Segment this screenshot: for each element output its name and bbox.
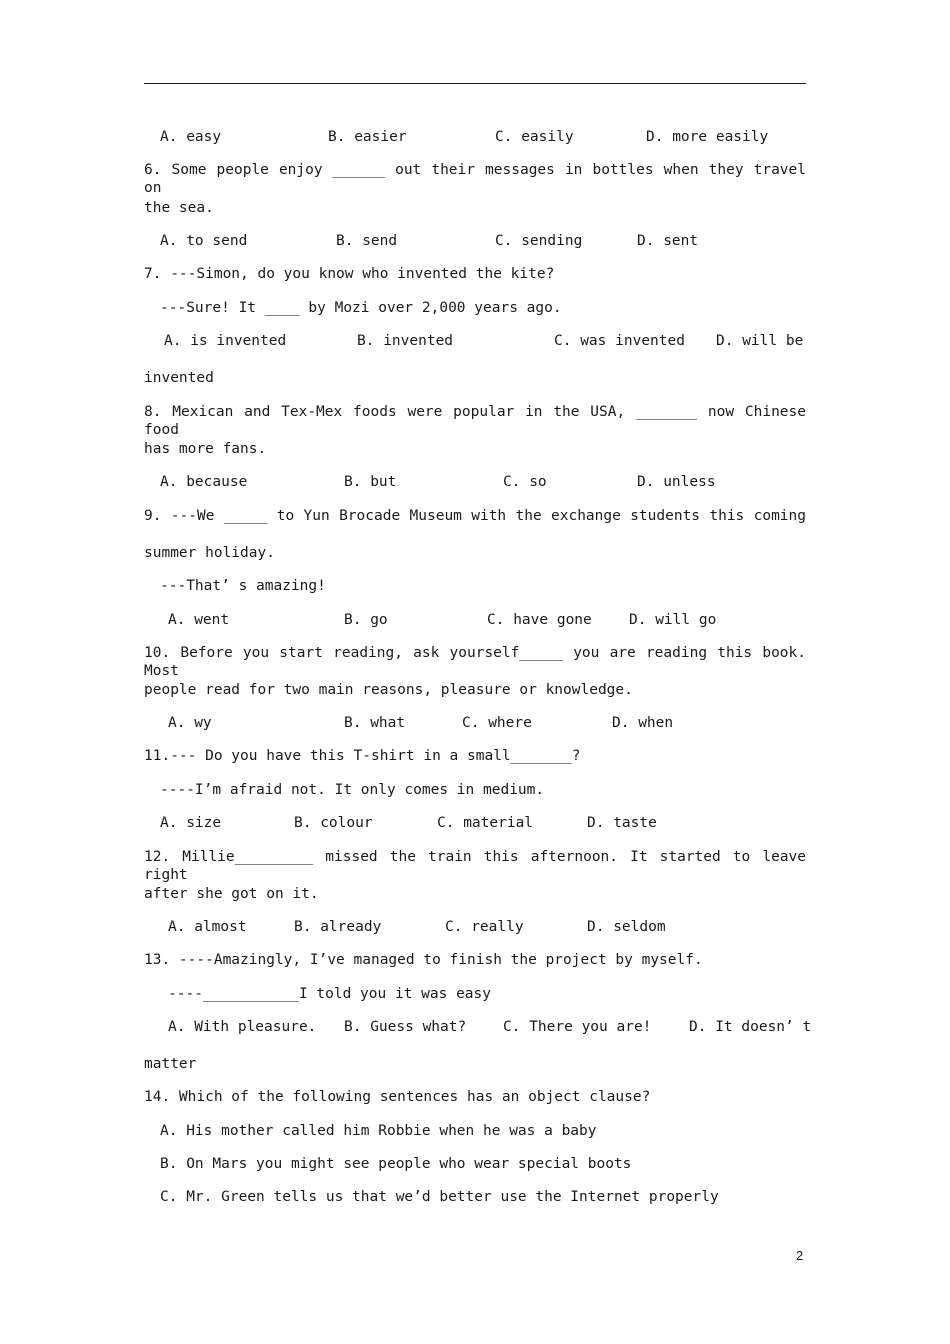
q10-option-c: C. where <box>462 715 532 731</box>
header-rule <box>144 83 806 84</box>
q13-option-b: B. Guess what? <box>344 1019 467 1035</box>
q5-option-d: D. more easily <box>646 129 769 145</box>
q11-option-c: C. material <box>437 815 534 831</box>
q10-stem-line-2: people read for two main reasons, pleasure or knowledge. <box>144 682 633 698</box>
q7-stem-line-1: 7. ---Simon, do you know who invented the kite? <box>144 266 555 282</box>
q13-stem-line-2: ----___________I told you it was easy <box>168 986 492 1002</box>
q9-option-b: B. go <box>344 612 388 628</box>
q8-option-b: B. but <box>344 474 397 490</box>
q8-option-a: A. because <box>160 474 248 490</box>
q12-stem-line-2: after she got on it. <box>144 886 319 902</box>
q8-stem-line-2: has more fans. <box>144 441 267 457</box>
q13-option-d: D. It doesn’ t <box>689 1019 812 1035</box>
q7-option-c: C. was invented <box>554 333 685 349</box>
q6-option-d: D. sent <box>637 233 699 249</box>
q6-option-a: A. to send <box>160 233 248 249</box>
q6-stem-line-2: the sea. <box>144 200 214 216</box>
q8-option-c: C. so <box>503 474 547 490</box>
q14-stem-line-1: 14. Which of the following sentences has an object clause? <box>144 1089 651 1105</box>
q12-option-b: B. already <box>294 919 382 935</box>
q8-option-d: D. unless <box>637 474 716 490</box>
q5-option-b: B. easier <box>328 129 407 145</box>
q11-stem-line-1: 11.--- Do you have this T-shirt in a small_______? <box>144 748 581 764</box>
q9-stem-line-1: 9. ---We _____ to Yun Brocade Museum with the exchange students this coming <box>144 508 806 524</box>
q14-option-b: B. On Mars you might see people who wear special boots <box>160 1156 632 1172</box>
q8-stem-line-1: 8. Mexican and Tex-Mex foods were popular in the USA, _______ now Chinese food <box>144 404 806 438</box>
q6-option-b: B. send <box>336 233 398 249</box>
q12-option-c: C. really <box>445 919 524 935</box>
q12-option-d: D. seldom <box>587 919 666 935</box>
q9-stem-line-2: summer holiday. <box>144 545 275 561</box>
q10-option-b: B. what <box>344 715 406 731</box>
q11-stem-line-2: ----I’m afraid not. It only comes in medium. <box>160 782 545 798</box>
q13-option-a: A. With pleasure. <box>168 1019 317 1035</box>
page-number: 2 <box>796 1248 804 1263</box>
q12-stem-line-1: 12. Millie_________ missed the train this afternoon. It started to leave right <box>144 849 806 883</box>
q9-option-c: C. have gone <box>487 612 592 628</box>
q9-option-d: D. will go <box>629 612 717 628</box>
q10-option-a: A. wy <box>168 715 212 731</box>
q10-option-d: D. when <box>612 715 674 731</box>
q14-option-a: A. His mother called him Robbie when he was a baby <box>160 1123 597 1139</box>
q9-stem-line-3: ---That’ s amazing! <box>160 578 326 594</box>
q13-stem-line-1: 13. ----Amazingly, I’ve managed to finish the project by myself. <box>144 952 703 968</box>
q7-option-d-wrap: invented <box>144 370 214 386</box>
q11-option-d: D. taste <box>587 815 657 831</box>
q7-option-a: A. is invented <box>164 333 287 349</box>
q9-option-a: A. went <box>168 612 230 628</box>
q5-option-c: C. easily <box>495 129 574 145</box>
q7-option-d: D. will be <box>716 333 804 349</box>
q12-option-a: A. almost <box>168 919 247 935</box>
q5-option-a: A. easy <box>160 129 222 145</box>
q7-stem-line-2: ---Sure! It ____ by Mozi over 2,000 years ago. <box>160 300 562 316</box>
q11-option-a: A. size <box>160 815 222 831</box>
q11-option-b: B. colour <box>294 815 373 831</box>
q6-option-c: C. sending <box>495 233 583 249</box>
q13-option-d-wrap: matter <box>144 1056 197 1072</box>
q14-option-c: C. Mr. Green tells us that we’d better use the Internet properly <box>160 1189 719 1205</box>
q10-stem-line-1: 10. Before you start reading, ask yourself_____ you are reading this book. Most <box>144 645 806 679</box>
q6-stem-line-1: 6. Some people enjoy ______ out their messages in bottles when they travel on <box>144 162 806 196</box>
q7-option-b: B. invented <box>357 333 454 349</box>
q13-option-c: C. There you are! <box>503 1019 652 1035</box>
